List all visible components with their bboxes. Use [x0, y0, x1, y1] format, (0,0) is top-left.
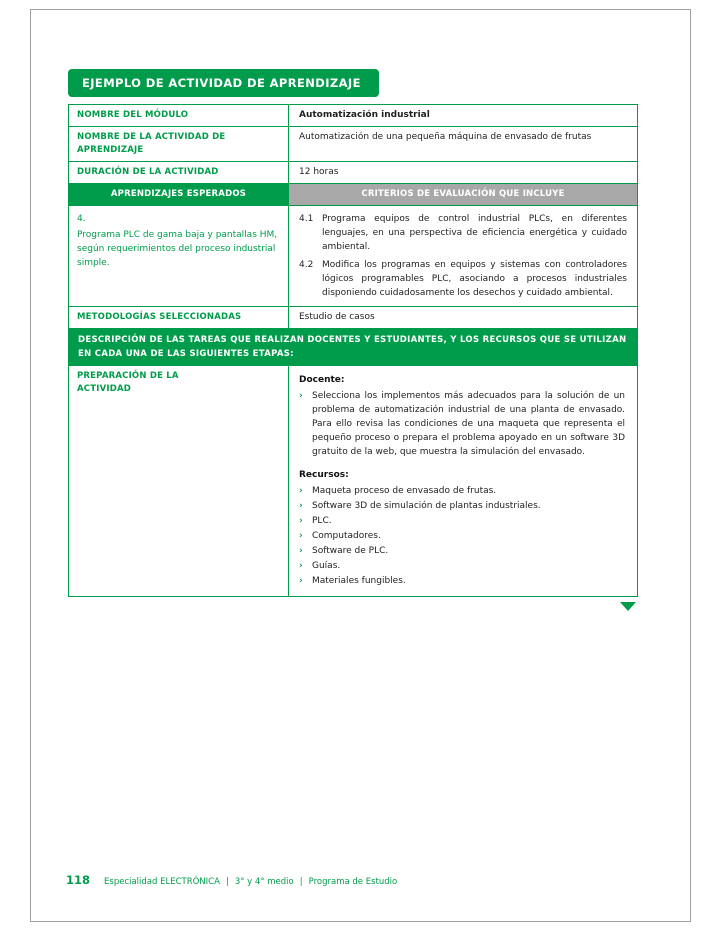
docente-heading: Docente:	[299, 375, 345, 385]
footer-separator: |	[299, 877, 303, 887]
list-item-text: PLC.	[312, 516, 332, 526]
list-item	[299, 389, 625, 459]
table-row	[69, 105, 637, 126]
row-value-methodology: Estudio de casos	[299, 312, 375, 322]
footer-brand: Especialidad ELECTRÓNICA	[104, 877, 220, 887]
bullet-icon: ›	[299, 546, 303, 556]
list-item	[299, 499, 625, 513]
criteria-header-cell: CRITERIOS DE EVALUACIÓN QUE INCLUYE	[289, 184, 637, 205]
list-item	[299, 574, 625, 588]
page-number: 118	[66, 873, 91, 887]
footer-separator: |	[225, 877, 229, 887]
row-label-methodology: METODOLOGÍAS SELECCIONADAS	[69, 307, 289, 328]
list-item	[299, 484, 625, 498]
learning-objective	[69, 206, 289, 306]
column-headers-row	[69, 183, 637, 205]
bullet-icon: ›	[299, 391, 303, 401]
table-row	[69, 126, 637, 161]
preparation-content	[289, 366, 637, 596]
description-banner-row	[69, 328, 637, 365]
list-item	[299, 514, 625, 528]
list-item-text: Software 3D de simulación de plantas industriales.	[312, 501, 541, 511]
list-item	[299, 544, 625, 558]
learning-objective-number: 4.	[77, 214, 86, 224]
activity-content	[68, 104, 638, 611]
row-value-duration: 12 horas	[299, 167, 339, 177]
description-banner: DESCRIPCIÓN DE LAS TAREAS QUE REALIZAN DOCENTES Y ESTUDIANTES, Y LOS RECURSOS QUE SE UTILIZAN EN CADA UNA DE LAS SIGUIENTES ETAPAS:	[69, 329, 637, 365]
footer-program: Programa de Estudio	[308, 877, 398, 887]
list-item-text: Maqueta proceso de envasado de frutas.	[312, 486, 497, 496]
footer-grade: 3° y 4° medio	[234, 877, 294, 887]
activity-title: EJEMPLO DE ACTIVIDAD DE APRENDIZAJE	[68, 69, 379, 97]
bullet-icon: ›	[299, 531, 303, 541]
criteria-item-text: Modifica los programas en equipos y sistemas con controladores lógicos programables PLC, asociando a procesos industriales disponiendo cuidadosamente los desechos y cuidado ambiental.	[322, 260, 627, 298]
spacer	[299, 460, 625, 468]
row-value-module: Automatización industrial	[299, 110, 430, 120]
criteria-item-number: 4.1	[299, 214, 314, 224]
table-row	[69, 161, 637, 183]
list-item-text: Guías.	[312, 561, 341, 571]
table-row	[69, 306, 637, 328]
learning-header-cell: APRENDIZAJES ESPERADOS	[69, 184, 289, 205]
criteria-list	[289, 206, 637, 306]
activity-table	[68, 104, 638, 597]
list-item-text: Materiales fungibles.	[312, 576, 406, 586]
footer-text	[104, 877, 397, 887]
row-label-module: NOMBRE DEL MÓDULO	[69, 105, 289, 126]
bullet-icon: ›	[299, 486, 303, 496]
list-item	[299, 559, 625, 573]
criteria-item-number: 4.2	[299, 260, 314, 270]
footer	[66, 873, 397, 887]
row-label-duration: DURACIÓN DE LA ACTIVIDAD	[69, 162, 289, 183]
learning-criteria-row	[69, 205, 637, 306]
row-label-activity-name: NOMBRE DE LA ACTIVIDAD DE APRENDIZAJE	[69, 127, 289, 161]
list-item	[299, 529, 625, 543]
list-item-text: Computadores.	[312, 531, 381, 541]
bullet-icon: ›	[299, 516, 303, 526]
bullet-icon: ›	[299, 576, 303, 586]
criteria-item	[299, 258, 627, 300]
bullet-icon: ›	[299, 501, 303, 511]
learning-objective-text: Programa PLC de gama baja y pantallas HM, según requerimientos del proceso industrial simple.	[77, 230, 278, 268]
continuation-arrow-icon	[620, 602, 636, 611]
recursos-heading: Recursos:	[299, 470, 349, 480]
bullet-icon: ›	[299, 561, 303, 571]
criteria-item-text: Programa equipos de control industrial PLCs, en diferentes lenguajes, en una perspectiva de eficiencia energética y cuidado ambiental.	[322, 214, 627, 252]
row-value-activity-name: Automatización de una pequeña máquina de envasado de frutas	[299, 132, 592, 142]
preparation-label: PREPARACIÓN DE LA ACTIVIDAD	[77, 371, 179, 394]
preparation-row	[69, 365, 637, 596]
list-item-text: Selecciona los implementos más adecuados para la solución de un problema de automatización industrial de una planta de envasado. Para ello revisa las condiciones de una maqueta que representa el pequeño proceso o prepara el problema apoyado en un software 3D gratuito de la web, que muestra la simulación del envasado.	[312, 391, 625, 457]
preparation-label-cell	[69, 366, 289, 596]
list-item-text: Software de PLC.	[312, 546, 389, 556]
criteria-item	[299, 212, 627, 254]
